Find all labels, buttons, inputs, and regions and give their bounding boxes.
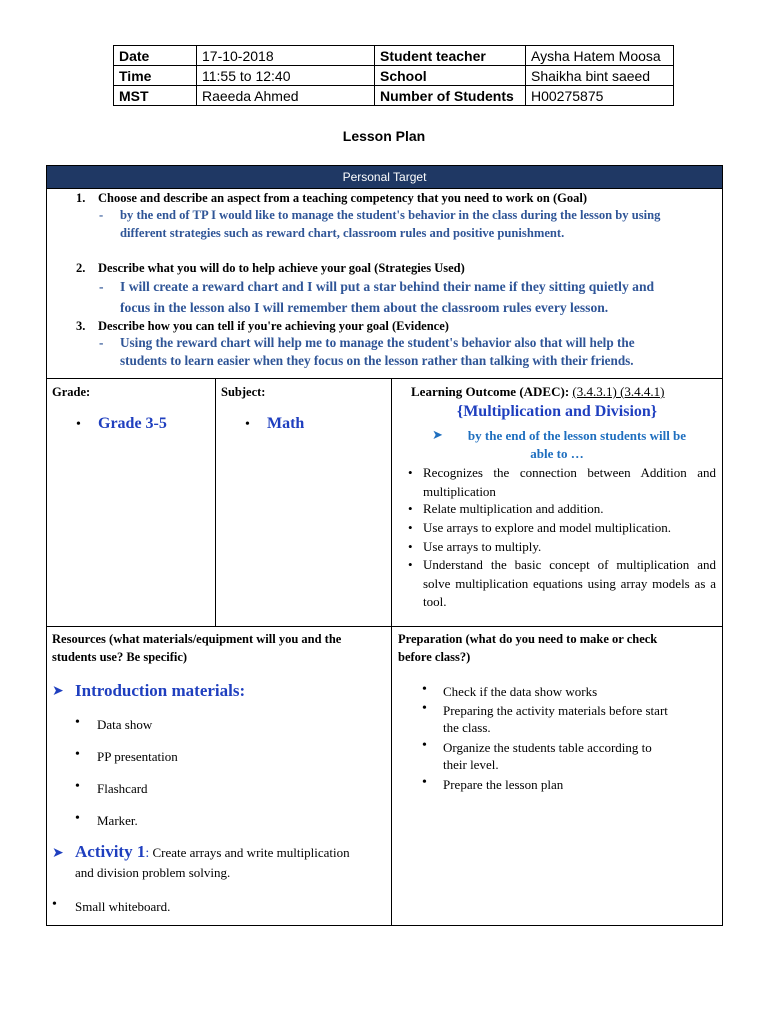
prep-item: Organize the students table according to their level. [443, 740, 652, 772]
activity-heading: Activity 1 [75, 842, 146, 861]
personal-target-header: Personal Target [47, 166, 722, 188]
student-teacher-value: Aysha Hatem Moosa [526, 46, 674, 66]
time-label: Time [114, 66, 197, 86]
school-value: Shaikha bint saeed [526, 66, 674, 86]
date-value: 17-10-2018 [197, 46, 375, 66]
divider [46, 626, 723, 627]
divider [46, 378, 723, 379]
prep-item: Prepare the lesson plan [443, 777, 564, 792]
student-teacher-label: Student teacher [375, 46, 526, 66]
learning-outcome-topic: {Multiplication and Division} [456, 403, 658, 420]
preparation-label: Preparation (what do you need to make or check before class?) [398, 632, 658, 664]
arrow-icon: ➤ [52, 846, 64, 861]
bullet: • [75, 747, 80, 762]
time-value: 11:55 to 12:40 [197, 66, 375, 86]
outcome-item: • Relate multiplication and addition. [408, 501, 604, 516]
bullet: • [75, 779, 80, 794]
target-answer-2: - I will create a reward chart and I will put a star behind their name if they sitting quietly and focus in the lesson also I will remember them about the classroom rules every lesson. [99, 279, 655, 315]
info-row [114, 86, 674, 106]
intro-material-item: PP presentation [97, 749, 178, 764]
subject-value: Math [267, 415, 305, 432]
date-label: Date [114, 46, 197, 66]
bullet: • [422, 738, 427, 753]
prep-item: Preparing the activity materials before start the class. [443, 703, 668, 735]
prep-item: Check if the data show works [443, 684, 598, 699]
bullet: • [422, 701, 427, 716]
bullet: • [422, 682, 427, 697]
intro-material-item: Flashcard [97, 781, 148, 796]
divider [46, 188, 723, 189]
arrow-icon: ➤ [52, 684, 64, 699]
outcome-item: • Recognizes the connection between Addition and multiplication [408, 465, 716, 499]
outcome-item: • Use arrays to explore and model multiplication. [408, 520, 672, 535]
outcome-item: • Use arrays to multiply. [408, 539, 542, 554]
outcome-item: • Understand the basic concept of multiplication and solve multiplication equations using array models as a tool. [408, 557, 716, 609]
num-students-label: Number of Students [375, 86, 526, 106]
info-row [114, 46, 674, 66]
learning-outcome-label: Learning Outcome (ADEC): [411, 384, 570, 399]
intro-material-item: Data show [97, 717, 153, 732]
divider [215, 378, 216, 626]
bullet: • [76, 417, 81, 432]
mst-value: Raeeda Ahmed [197, 86, 375, 106]
subject-label: Subject: [221, 385, 266, 399]
page-title: Lesson Plan [342, 128, 426, 144]
bullet: • [75, 715, 80, 730]
bullet: • [245, 417, 250, 432]
target-question-3: 3. Describe how you can tell if you're achieving your goal (Evidence) [76, 319, 449, 333]
grade-label: Grade: [52, 385, 91, 399]
target-answer-3: - Using the reward chart will help me to manage the student's behavior also that will help the students to learn easier when they focus on the lesson rather than talking with their friends. [99, 335, 635, 368]
target-answer-1: - by the end of TP I would like to manage the student's behavior in the class during the lesson by using different strategies such as reward chart, classroom rules and positive punishment. [99, 208, 661, 240]
info-row [114, 66, 674, 86]
learning-outcome-codes: (3.4.3.1) (3.4.4.1) [572, 384, 665, 399]
info-table [113, 45, 674, 106]
learning-outcome-header [411, 383, 664, 401]
school-label: School [375, 66, 526, 86]
target-question-1: 1. Choose and describe an aspect from a teaching competency that you need to work on (Goal) [76, 191, 587, 205]
resources-label: Resources (what materials/equipment will you and the students use? Be specific) [52, 632, 342, 664]
num-students-value: H00275875 [526, 86, 674, 106]
activity-material-item: Small whiteboard. [75, 899, 171, 914]
arrow-icon: ➤ [432, 427, 443, 442]
bullet: • [52, 897, 57, 912]
mst-label: MST [114, 86, 197, 106]
target-question-2: 2. Describe what you will do to help achieve your goal (Strategies Used) [76, 261, 465, 275]
intro-material-item: Marker. [97, 813, 138, 828]
activity-block: Activity 1: Create arrays and write multiplication and division problem solving. [75, 842, 350, 880]
learning-outcome-intro: by the end of the lesson students will be able to … [467, 428, 687, 461]
grade-value: Grade 3-5 [98, 415, 167, 432]
bullet: • [75, 811, 80, 826]
bullet: • [422, 775, 427, 790]
intro-materials-heading: Introduction materials: [75, 681, 246, 700]
